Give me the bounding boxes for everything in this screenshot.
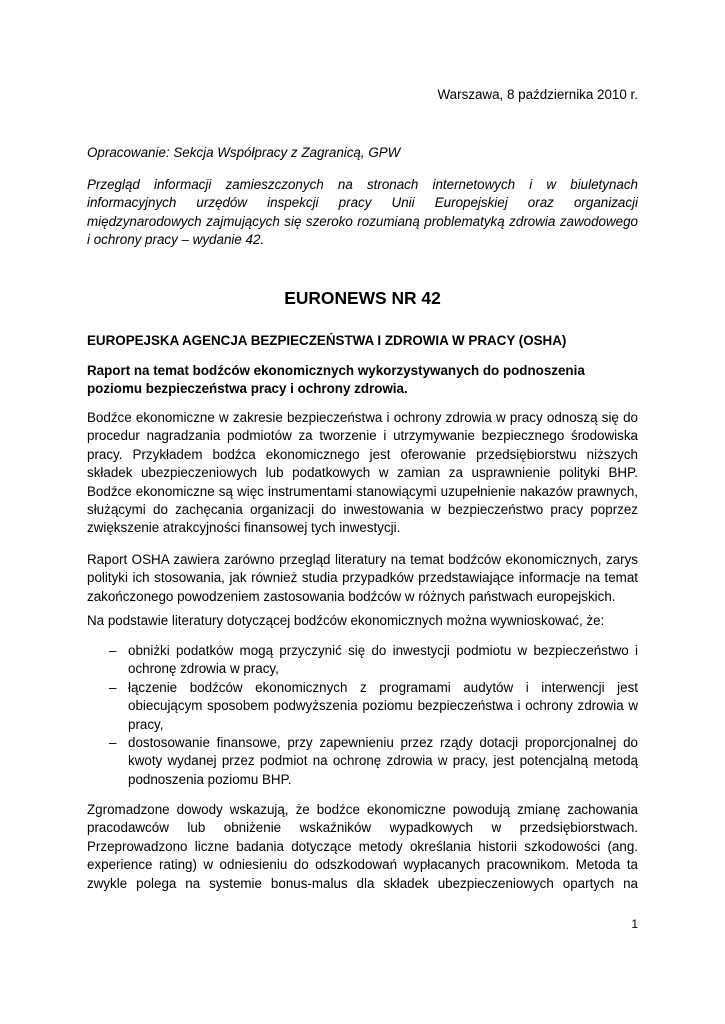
paragraph: Zgromadzone dowody wskazują, że bodźce ekonomiczne powodują zmianę zachowania pracodawców lub obniżenie wskaźników wypadkowych w przedsiębiorstwach. Przeprowadzono liczne badania dotyczące metody określania historii szkodowości (ang. experience rating) w odniesieniu do odszkodowań wypłacanych pracownikom. Metoda ta zwykle polega na systemie bonus-malus dla składek ubezpieczeniowych opartych na [87,802,638,891]
list-item-text: łączenie bodźców ekonomicznych z programami audytów i interwencji jest obiecującym sposobem podwyższenia poziomu bezpieczeństwa i ochrony zdrowia w pracy, [128,679,638,732]
bullet-dash: – [109,679,117,695]
list-item [87,734,638,789]
paragraph: Na podstawie literatury dotyczącej bodźców ekonomicznych można wywnioskować, że: [87,613,605,628]
prepared-by-line: Opracowanie: Sekcja Współpracy z Zagranicą, GPW [87,145,401,160]
document-description: Przegląd informacji zamieszczonych na stronach internetowych i w biuletynach informacyjnych urzędów inspekcji pracy Unii Europejskiej oraz organizacji międzynarodowych zajmujących się szeroko rozumianą problematyką zdrowia zawodowego i ochrony pracy – wydanie 42. [87,177,638,248]
page-number: 1 [631,917,638,931]
list-item [87,679,638,734]
section-heading: EUROPEJSKA AGENCJA BEZPIECZEŃSTWA I ZDROWIA W PRACY (OSHA) [87,333,567,348]
list-item-text: dostosowanie finansowe, przy zapewnieniu przez rządy dotacji proporcjonalnej do kwoty wydanej przez podmiot na ochronę zdrowia w pracy, jest potencjalną metodą podnoszenia poziomu BHP. [128,735,638,787]
list-item-text: obniżki podatków mogą przyczynić się do inwestycji podmiotu w bezpieczeństwo i ochronę zdrowia w pracy, [128,643,638,677]
article-title: Raport na temat bodźców ekonomicznych wykorzystywanych do podnoszenia poziomu bezpieczeństwa pracy i ochrony zdrowia. [87,363,585,397]
paragraph: Raport OSHA zawiera zarówno przegląd literatury na temat bodźców ekonomicznych, zarys polityki ich stosowania, jak również studia przypadków przedstawiające informacje na temat zakończonego powodzeniem zastosowania bodźców w różnych państwach europejskich. [87,552,638,604]
paragraph: Bodźce ekonomiczne w zakresie bezpieczeństwa i ochrony zdrowia w pracy odnoszą się do procedur nagradzania podmiotów za tworzenie i utrzymywanie bezpiecznego środowiska pracy. Przykładem bodźca ekonomicznego jest oferowanie przedsiębiorstwu niższych składek ubezpieczeniowych lub podatkowych w zamian za usprawnienie polityki BHP. Bodźce ekonomiczne są więc instrumentami stanowiącymi uzupełnienie nakazów prawnych, służącymi do zachęcania organizacji do inwestowania w bezpieczeństwo pracy poprzez zwiększenie atrakcyjności finansowej tych inwestycji. [87,410,638,536]
bullet-dash: – [109,735,117,751]
document-title: EURONEWS NR 42 [284,288,441,308]
document-date: Warszawa, 8 października 2010 r. [437,87,638,102]
bullet-dash: – [109,643,117,658]
list-item [87,642,638,679]
bullet-list [87,642,638,789]
